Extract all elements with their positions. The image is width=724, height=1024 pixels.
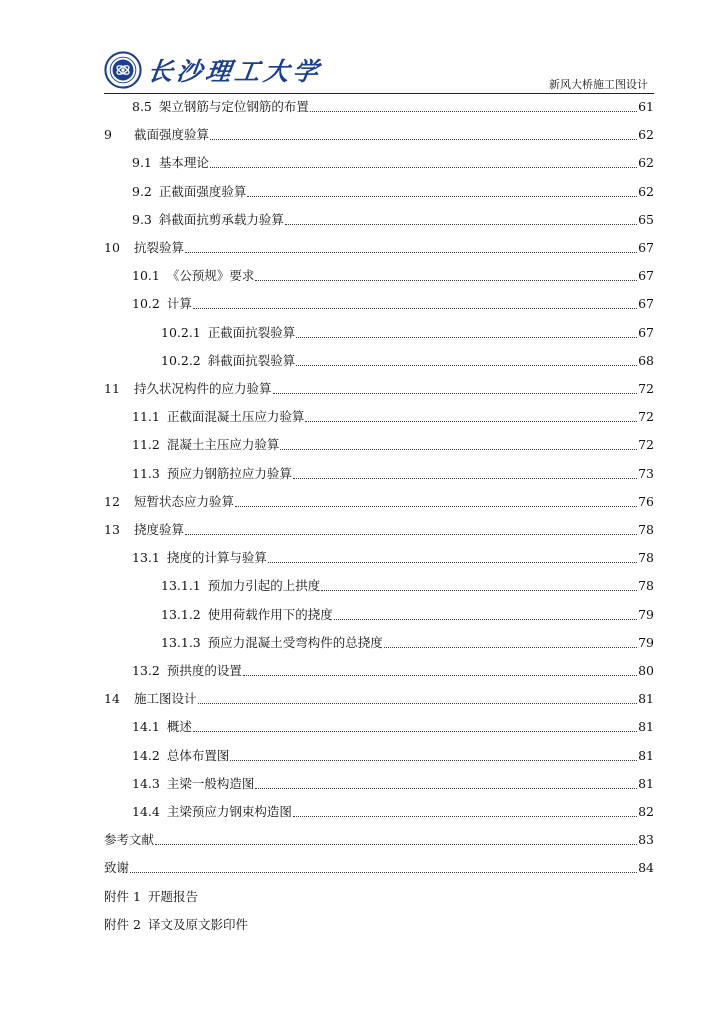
toc-entry-number: 10: [104, 240, 120, 255]
toc-dot-leader: [155, 844, 637, 845]
toc-entry-number: 11.1: [132, 409, 160, 425]
toc-entry[interactable]: [104, 405, 654, 425]
toc-entry-title: 挠度的计算与验算: [166, 550, 267, 566]
toc-entry-number: 9.3: [132, 211, 152, 227]
appendix-number: 附件 2: [104, 916, 141, 932]
toc-dot-leader: [193, 308, 637, 309]
toc-entry-page: 68: [638, 352, 654, 368]
toc-entry-title: 预加力引起的上拱度: [207, 578, 321, 594]
toc-entry-page: 67: [638, 240, 654, 255]
toc-entry[interactable]: [104, 546, 654, 566]
toc-entry[interactable]: [104, 95, 654, 115]
toc-dot-leader: [310, 111, 637, 112]
toc-entry[interactable]: [104, 377, 654, 397]
toc-entry[interactable]: [104, 321, 654, 341]
toc-entry-page: 78: [638, 550, 654, 566]
toc-entry-title: 持久状况构件的应力验算: [134, 381, 272, 396]
toc-entry[interactable]: [104, 631, 654, 651]
appendix-title: 开题报告: [147, 888, 198, 904]
toc-entry-page: 79: [638, 634, 654, 650]
toc-dot-leader: [185, 252, 637, 253]
university-name-logo-text: 长沙理工大学: [145, 57, 324, 86]
toc-entry-title: 使用荷载作用下的挠度: [207, 606, 333, 622]
toc-dot-leader: [334, 619, 637, 620]
toc-dot-leader: [293, 816, 637, 817]
toc-entry-number: 9.2: [132, 183, 152, 199]
toc-entry-number: 13.1: [132, 550, 160, 566]
toc-entry-page: 67: [638, 324, 654, 340]
toc-entry-title: 《公预规》要求: [166, 268, 255, 284]
toc-entry[interactable]: [104, 264, 654, 284]
toc-entry-page: 72: [638, 409, 654, 425]
toc-entry-title: 总体布置图: [166, 747, 230, 763]
toc-entry-number: 13: [104, 522, 120, 537]
toc-entry-title: 主梁预应力钢束构造图: [166, 804, 292, 819]
toc-entry-title: 斜截面抗裂验算: [207, 352, 296, 368]
university-logo: [104, 50, 322, 90]
toc-entry-page: 73: [638, 465, 654, 481]
toc-entry[interactable]: [104, 433, 654, 453]
toc-entry[interactable]: [104, 603, 654, 623]
toc-entry-number: 10.2: [132, 296, 160, 312]
toc-entry-page: 72: [638, 437, 654, 453]
toc-entry-page: 82: [638, 804, 654, 819]
appendix-number: 附件 1: [104, 888, 141, 904]
toc-dot-leader: [305, 421, 637, 422]
toc-dot-leader: [296, 337, 637, 338]
toc-entry-page: 81: [638, 691, 654, 707]
toc-entry[interactable]: [104, 800, 654, 820]
toc-dot-leader: [243, 675, 637, 676]
toc-dot-leader: [268, 562, 637, 563]
toc-entry[interactable]: [104, 828, 654, 848]
toc-entry-number: 14: [104, 691, 120, 707]
toc-entry-number: 11: [104, 381, 120, 396]
toc-entry-title: 挠度验算: [134, 522, 185, 537]
appendix-entry: [104, 885, 654, 905]
header-divider: [104, 93, 654, 94]
toc-entry-page: 72: [638, 381, 654, 396]
toc-entry-title: 计算: [166, 296, 192, 312]
toc-entry-page: 83: [638, 832, 654, 848]
toc-entry[interactable]: [104, 123, 654, 143]
toc-dot-leader: [210, 139, 637, 140]
toc-entry-number: 10.2.2: [161, 352, 201, 368]
toc-entry[interactable]: [104, 687, 654, 707]
toc-entry[interactable]: [104, 659, 654, 679]
toc-entry-number: 14.1: [132, 719, 160, 735]
toc-entry-number: 11.3: [132, 465, 160, 481]
toc-dot-leader: [255, 280, 637, 281]
toc-entry-number: 13.1.1: [161, 578, 201, 594]
toc-entry-page: 84: [638, 860, 654, 876]
toc-dot-leader: [273, 393, 638, 394]
toc-entry[interactable]: [104, 349, 654, 369]
toc-entry-page: 80: [638, 663, 654, 678]
toc-entry-page: 67: [638, 296, 654, 312]
toc-entry-title: 基本理论: [158, 155, 209, 171]
toc-entry-page: 62: [638, 183, 654, 199]
toc-entry-number: 9: [104, 127, 112, 143]
toc-entry[interactable]: [104, 151, 654, 171]
toc-dot-leader: [247, 196, 637, 197]
toc-entry-page: 62: [638, 155, 654, 171]
toc-entry[interactable]: [104, 236, 654, 256]
document-title: 新风大桥施工图设计: [549, 78, 648, 91]
university-seal-icon: [104, 51, 142, 89]
toc-dot-leader: [293, 478, 637, 479]
toc-entry-number: 13.1.2: [161, 606, 201, 622]
toc-dot-leader: [255, 788, 637, 789]
toc-entry-number: 13.1.3: [161, 634, 201, 650]
toc-entry-title: 预拱度的设置: [166, 663, 242, 678]
toc-entry-title: 抗裂验算: [134, 240, 185, 255]
toc-dot-leader: [285, 224, 637, 225]
toc-entry[interactable]: [104, 462, 654, 482]
toc-dot-leader: [193, 731, 637, 732]
toc-entry-title: 截面强度验算: [134, 127, 210, 143]
toc-entry-page: 65: [638, 211, 654, 227]
toc-entry[interactable]: [104, 518, 654, 538]
toc-dot-leader: [280, 449, 637, 450]
toc-entry-number: 12: [104, 493, 120, 509]
toc-entry-title: 架立钢筋与定位钢筋的布置: [158, 99, 309, 114]
toc-entry-number: 8.5: [132, 99, 152, 114]
toc-entry-title: 斜截面抗剪承载力验算: [158, 211, 284, 227]
toc-dot-leader: [198, 703, 638, 704]
toc-dot-leader: [130, 872, 637, 873]
toc-entry-number: 9.1: [132, 155, 152, 171]
toc-entry-title: 短暂状态应力验算: [134, 493, 235, 509]
appendix-title: 译文及原文影印件: [147, 916, 248, 932]
toc-dot-leader: [321, 590, 637, 591]
toc-entry-title: 概述: [166, 719, 192, 735]
toc-entry[interactable]: [104, 715, 654, 735]
toc-entry[interactable]: [104, 490, 654, 510]
toc-entry-title: 参考文献: [104, 832, 155, 848]
toc-dot-leader: [185, 534, 637, 535]
toc-entry-page: 76: [638, 493, 654, 509]
toc-entry-page: 79: [638, 606, 654, 622]
toc-entry-page: 62: [638, 127, 654, 143]
toc-entry-title: 混凝土主压应力验算: [166, 437, 280, 453]
toc-entry-title: 正截面强度验算: [158, 183, 247, 199]
toc-dot-leader: [296, 365, 637, 366]
toc-entry-title: 主梁一般构造图: [166, 775, 255, 791]
toc-entry-number: 10.2.1: [161, 324, 201, 340]
toc-entry-number: 14.3: [132, 775, 160, 791]
toc-entry[interactable]: [104, 772, 654, 792]
toc-entry-page: 81: [638, 747, 654, 763]
toc-entry-page: 81: [638, 775, 654, 791]
toc-entry-page: 67: [638, 268, 654, 284]
toc-entry-page: 78: [638, 522, 654, 537]
toc-dot-leader: [210, 167, 637, 168]
toc-entry-title: 预应力混凝土受弯构件的总挠度: [207, 634, 383, 650]
toc-entry-number: 14.2: [132, 747, 160, 763]
toc-entry-page: 81: [638, 719, 654, 735]
toc-entry-title: 施工图设计: [134, 691, 197, 707]
toc-entry-page: 61: [638, 99, 654, 114]
toc-entry-page: 78: [638, 578, 654, 594]
toc-entry[interactable]: [104, 208, 654, 228]
page-header: [0, 0, 724, 100]
toc-entry-title: 预应力钢筋拉应力验算: [166, 465, 292, 481]
toc-entry-number: 14.4: [132, 804, 160, 819]
appendix-entry: [104, 913, 654, 933]
toc-entry-number: 10.1: [132, 268, 160, 284]
toc-entry-title: 正截面混凝土压应力验算: [166, 409, 305, 425]
toc-entry-title: 正截面抗裂验算: [207, 324, 296, 340]
toc-dot-leader: [235, 506, 637, 507]
toc-dot-leader: [230, 760, 637, 761]
toc-dot-leader: [384, 647, 637, 648]
toc-entry[interactable]: [104, 744, 654, 764]
toc-entry-number: 11.2: [132, 437, 160, 453]
toc-entry[interactable]: [104, 292, 654, 312]
toc-entry-title: 致谢: [104, 860, 130, 876]
toc-entry[interactable]: [104, 856, 654, 876]
toc-entry[interactable]: [104, 574, 654, 594]
toc-entry-number: 13.2: [132, 663, 160, 678]
toc-entry[interactable]: [104, 180, 654, 200]
